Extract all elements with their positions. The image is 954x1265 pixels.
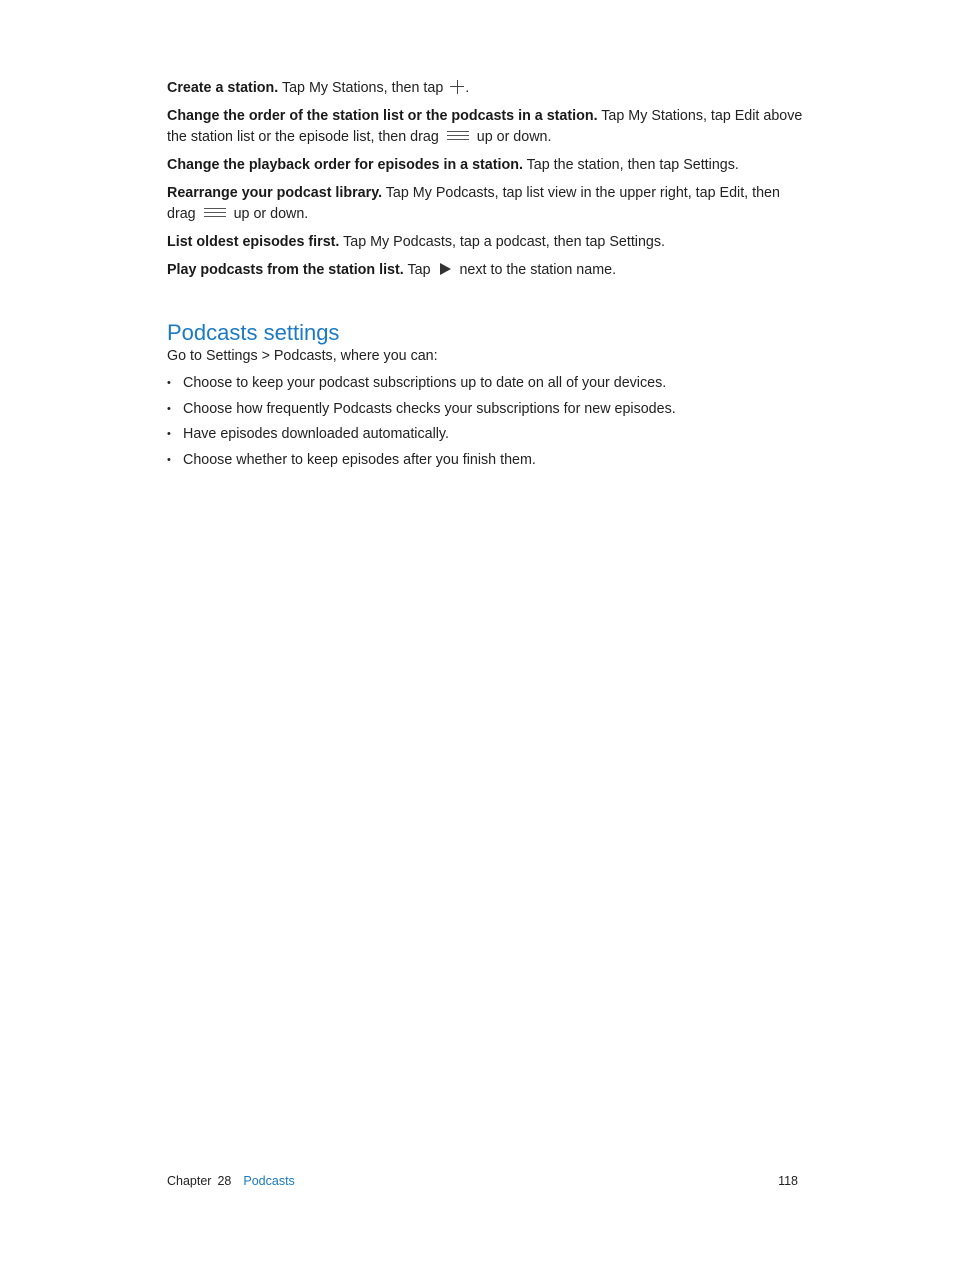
tip-title: Play podcasts from the station list. xyxy=(167,262,404,278)
play-icon xyxy=(440,263,451,275)
bullet-icon: • xyxy=(167,428,171,441)
tip-rearrange-library xyxy=(167,183,807,225)
list-item-text: Have episodes downloaded automatically. xyxy=(183,426,449,443)
tip-title: Rearrange your podcast library. xyxy=(167,185,383,201)
plus-icon xyxy=(450,80,464,94)
list-item-text: Choose whether to keep episodes after you finish them. xyxy=(183,451,536,468)
tip-title: List oldest episodes first. xyxy=(167,234,340,250)
list-item xyxy=(167,373,676,394)
tip-text: Tap My Stations, then tap xyxy=(278,80,448,96)
footer-chapter-link[interactable]: Podcasts xyxy=(243,1174,295,1188)
settings-bullet-list xyxy=(167,373,676,475)
section-heading: Podcasts settings xyxy=(167,320,340,345)
bullet-icon: • xyxy=(167,377,171,389)
list-item xyxy=(167,450,676,471)
section-intro: Go to Settings > Podcasts, where you can: xyxy=(167,348,438,364)
page-footer xyxy=(167,1172,798,1190)
tip-text: Tap My Stations, tap Edit above the station list or the episode list, then drag xyxy=(167,108,803,145)
page-number: 118 xyxy=(778,1174,798,1188)
tip-title: Change the order of the station list or the podcasts in a station. xyxy=(167,108,598,124)
tip-text: Tap xyxy=(403,262,435,278)
reorder-grip-icon xyxy=(204,208,226,217)
tip-text: Tap the station, then tap Settings. xyxy=(522,157,739,173)
tip-text: Tap My Podcasts, tap a podcast, then tap Settings. xyxy=(339,234,665,250)
list-item xyxy=(167,399,676,420)
tip-playback-order xyxy=(167,155,807,176)
tip-oldest-first xyxy=(167,232,807,253)
tip-text: Tap My Podcasts, tap list view in the upper right, tap Edit, then drag xyxy=(167,185,780,222)
bullet-icon: • xyxy=(167,402,171,415)
bullet-icon: • xyxy=(167,453,171,466)
tip-play-from-list xyxy=(167,260,807,281)
list-item xyxy=(167,424,676,445)
list-item-text: Choose how frequently Podcasts checks your subscriptions for new episodes. xyxy=(183,400,676,417)
list-item-text: Choose to keep your podcast subscriptions up to date on all of your devices. xyxy=(183,375,667,391)
tip-create-station xyxy=(167,78,807,99)
tip-text: up or down. xyxy=(472,129,552,145)
footer-chapter-number: 28 xyxy=(217,1174,232,1188)
footer-chapter-label: Chapter xyxy=(167,1174,212,1188)
tip-title: Create a station. xyxy=(167,80,279,96)
tip-text: . xyxy=(465,80,470,96)
reorder-grip-icon xyxy=(447,131,469,140)
tip-change-order xyxy=(167,106,807,148)
tip-text: next to the station name. xyxy=(455,262,617,278)
tip-title: Change the playback order for episodes in a station. xyxy=(167,157,523,173)
tip-text: up or down. xyxy=(229,206,309,222)
tips-list xyxy=(167,78,807,288)
